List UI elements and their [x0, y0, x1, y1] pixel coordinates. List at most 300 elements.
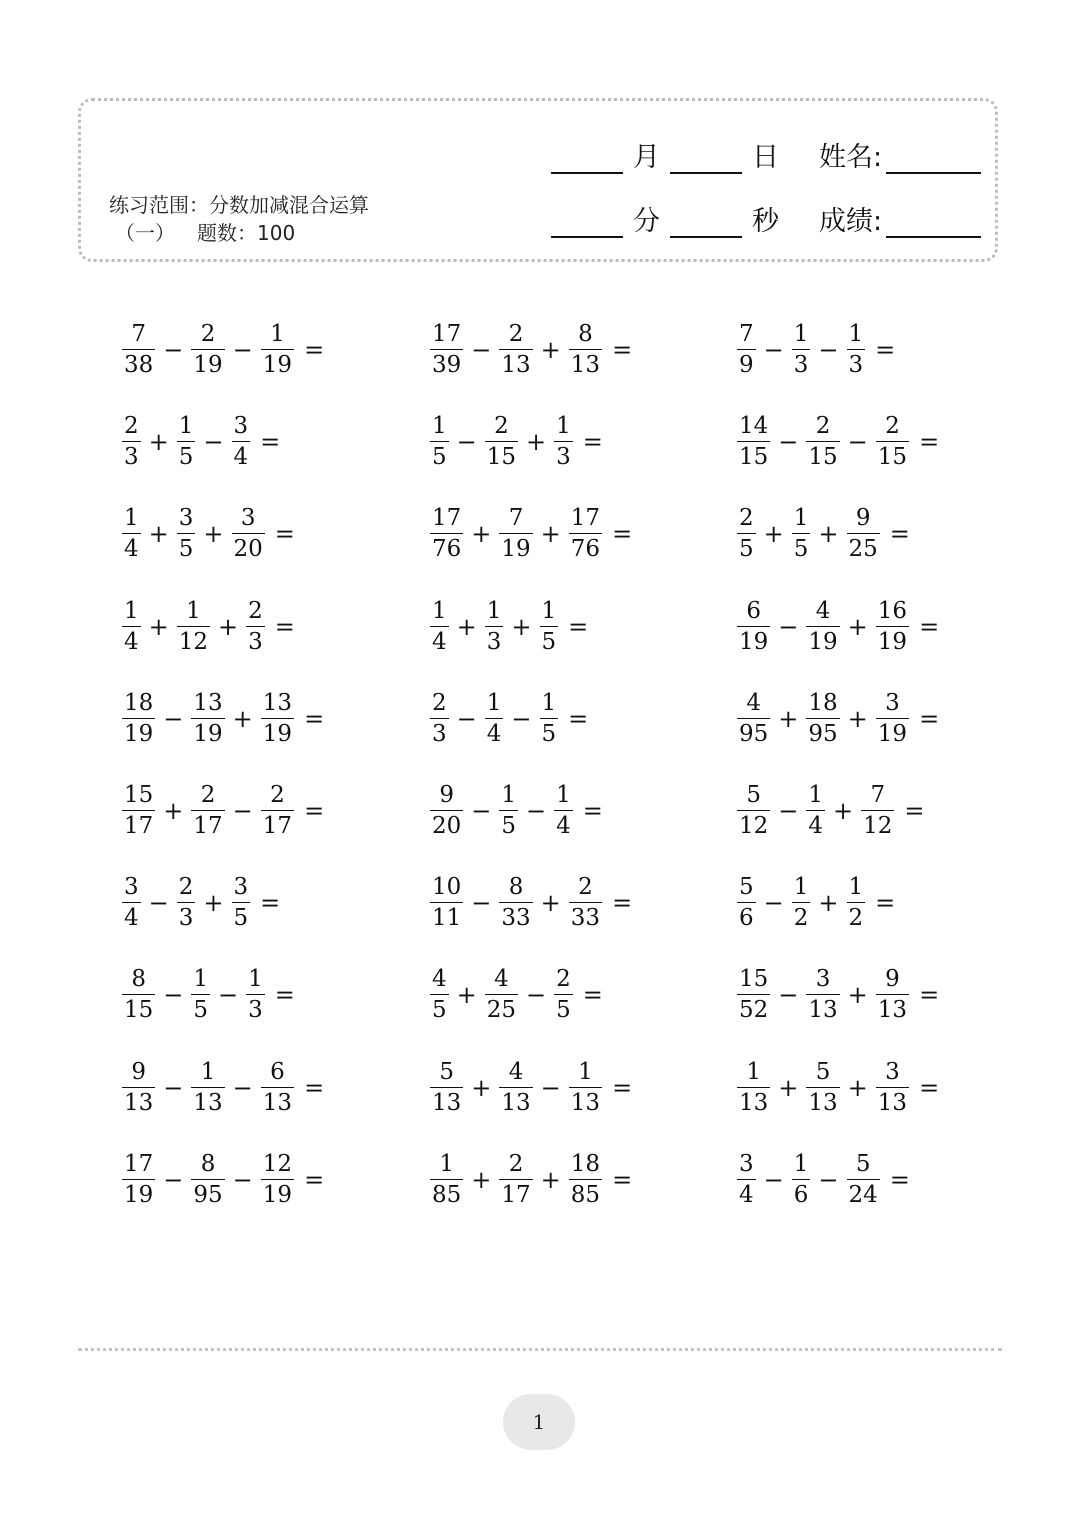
numerator: 17	[124, 1150, 154, 1177]
fraction	[259, 689, 296, 747]
fraction	[428, 1058, 465, 1116]
fraction	[567, 1150, 604, 1208]
numerator: 2	[556, 966, 571, 993]
numerator: 1	[193, 966, 209, 993]
equals-sign: =	[260, 428, 281, 457]
denominator: 25	[486, 997, 517, 1024]
plus-sign: +	[456, 612, 477, 641]
denominator: 17	[501, 1181, 531, 1208]
fraction	[189, 784, 226, 838]
numerator: 8	[200, 1150, 216, 1177]
equals-sign: =	[304, 704, 325, 733]
problem-9-2	[428, 1056, 632, 1120]
numerator: 3	[739, 1150, 754, 1177]
denominator: 3	[248, 628, 263, 655]
equals-sign: =	[274, 981, 295, 1010]
denominator: 85	[570, 1181, 601, 1208]
fraction	[874, 415, 911, 469]
numerator: 3	[233, 874, 249, 901]
numerator: 1	[556, 413, 571, 440]
equals-sign: =	[889, 520, 910, 549]
fraction	[804, 689, 841, 747]
equals-sign: =	[304, 336, 325, 364]
fraction	[428, 689, 451, 747]
minus-sign: −	[763, 336, 784, 364]
minus-sign: −	[778, 428, 799, 457]
numerator: 8	[508, 874, 524, 901]
denominator: 4	[486, 720, 502, 747]
numerator: 9	[439, 782, 454, 808]
equals-sign: =	[582, 797, 603, 825]
problem-10-1	[120, 1148, 324, 1212]
denominator: 4	[124, 628, 139, 655]
denominator: 76	[570, 536, 601, 563]
numerator: 5	[746, 782, 761, 808]
numerator: 3	[885, 1058, 900, 1085]
minus-sign: −	[818, 336, 839, 364]
fraction	[483, 597, 506, 655]
minute-label: 分	[633, 206, 660, 237]
denominator: 4	[124, 905, 139, 932]
second-blank[interactable]	[670, 206, 742, 238]
numerator: 5	[855, 1150, 871, 1177]
fraction	[845, 507, 882, 561]
denominator: 85	[432, 1181, 462, 1208]
problem-10-2	[428, 1148, 632, 1212]
equals-sign: =	[274, 520, 295, 549]
fraction	[428, 968, 451, 1022]
plus-sign: +	[148, 520, 169, 549]
equals-sign: =	[875, 336, 896, 364]
denominator: 15	[877, 444, 908, 471]
denominator: 19	[877, 628, 908, 655]
date-name-row	[551, 135, 981, 174]
problem-8-1	[120, 963, 295, 1027]
denominator: 15	[486, 444, 517, 471]
denominator: 13	[193, 1089, 223, 1116]
minus-sign: −	[232, 336, 253, 364]
day-blank[interactable]	[670, 142, 742, 174]
denominator: 19	[262, 1181, 293, 1208]
problem-4-3	[735, 595, 939, 659]
problem-6-1	[120, 779, 324, 843]
numerator: 5	[815, 1058, 831, 1085]
numerator: 13	[193, 689, 223, 716]
name-label: 姓名:	[819, 142, 883, 173]
denominator: 13	[808, 1089, 838, 1116]
denominator: 4	[124, 536, 139, 563]
denominator: 3	[248, 997, 263, 1024]
minus-sign: −	[232, 797, 253, 825]
equals-sign: =	[919, 1073, 940, 1102]
minus-sign: −	[456, 428, 477, 457]
equals-sign: =	[304, 1073, 325, 1102]
problem-9-3	[735, 1056, 939, 1120]
fraction	[244, 597, 267, 655]
problem-2-1	[120, 410, 280, 474]
plus-sign: +	[203, 520, 224, 549]
minus-sign: −	[847, 428, 868, 457]
plus-sign: +	[148, 612, 169, 641]
numerator: 4	[815, 597, 831, 624]
fraction	[845, 323, 868, 377]
fraction	[874, 597, 911, 655]
fraction	[567, 507, 604, 561]
denominator: 4	[556, 813, 571, 839]
fraction	[735, 968, 772, 1022]
equals-sign: =	[919, 612, 940, 641]
plus-sign: +	[232, 704, 253, 733]
fraction	[567, 876, 604, 930]
plus-sign: +	[540, 336, 561, 364]
denominator: 19	[124, 1181, 154, 1208]
problem-8-3	[735, 963, 939, 1027]
minus-sign: −	[471, 336, 492, 364]
fraction	[804, 784, 827, 838]
denominator: 19	[808, 628, 838, 655]
denominator: 5	[432, 444, 447, 471]
denominator: 3	[848, 352, 864, 378]
minus-sign: −	[526, 981, 547, 1010]
fraction	[259, 323, 296, 377]
numerator: 6	[746, 597, 761, 624]
plus-sign: +	[218, 612, 239, 641]
numerator: 4	[494, 966, 509, 993]
denominator: 3	[486, 628, 502, 655]
denominator: 12	[178, 628, 209, 655]
fraction	[552, 415, 575, 469]
denominator: 4	[808, 813, 824, 839]
denominator: 3	[556, 444, 571, 471]
plus-sign: +	[833, 797, 854, 825]
fraction	[175, 876, 198, 930]
numerator: 18	[124, 689, 154, 716]
numerator: 1	[793, 505, 809, 532]
plus-sign: +	[847, 1073, 868, 1102]
denominator: 33	[501, 905, 531, 932]
numerator: 1	[793, 874, 809, 901]
problem-2-3	[735, 410, 939, 474]
denominator: 52	[739, 997, 769, 1024]
fraction	[259, 1058, 296, 1116]
denominator: 95	[808, 720, 838, 747]
fraction	[175, 415, 198, 469]
denominator: 13	[808, 997, 838, 1024]
minus-sign: −	[163, 1165, 184, 1194]
equals-sign: =	[612, 1165, 633, 1194]
plus-sign: +	[471, 1073, 492, 1102]
fraction	[552, 968, 575, 1022]
denominator: 5	[556, 997, 571, 1024]
month-blank[interactable]	[551, 142, 623, 174]
problem-4-1	[120, 595, 295, 659]
numerator: 2	[432, 689, 447, 716]
equals-sign: =	[904, 797, 925, 825]
fraction	[497, 1058, 534, 1116]
numerator: 2	[508, 321, 524, 347]
denominator: 5	[178, 536, 194, 563]
denominator: 13	[877, 997, 908, 1024]
fraction	[567, 1058, 604, 1116]
fraction	[428, 415, 451, 469]
denominator: 25	[848, 536, 878, 563]
plus-sign: +	[456, 981, 477, 1010]
denominator: 5	[432, 997, 447, 1024]
denominator: 6	[739, 905, 754, 932]
numerator: 1	[248, 966, 263, 993]
fraction	[735, 689, 772, 747]
fraction	[567, 323, 604, 377]
equals-sign: =	[582, 428, 603, 457]
minus-sign: −	[511, 704, 532, 733]
score-blank[interactable]	[886, 206, 981, 238]
plus-sign: +	[471, 520, 492, 549]
fraction	[790, 1150, 813, 1208]
numerator: 3	[233, 413, 249, 440]
numerator: 3	[178, 505, 194, 532]
problem-1-2	[428, 318, 632, 382]
fraction	[259, 1150, 296, 1208]
denominator: 11	[432, 905, 462, 932]
denominator: 95	[193, 1181, 223, 1208]
minus-sign: −	[218, 981, 239, 1010]
minus-sign: −	[163, 981, 184, 1010]
denominator: 4	[739, 1181, 754, 1208]
numerator: 1	[848, 321, 864, 347]
fraction	[845, 876, 868, 930]
fraction	[428, 597, 451, 655]
fraction	[230, 415, 253, 469]
minus-sign: −	[203, 428, 224, 457]
numerator: 2	[248, 597, 263, 624]
fraction	[428, 507, 465, 561]
fraction	[120, 876, 143, 930]
problem-6-3	[735, 779, 925, 843]
fraction	[874, 1058, 911, 1116]
numerator: 1	[848, 874, 864, 901]
numerator: 1	[486, 597, 502, 624]
minus-sign: −	[818, 1165, 839, 1194]
practice-scope	[109, 191, 429, 247]
denominator: 17	[193, 813, 223, 839]
plus-sign: +	[847, 981, 868, 1010]
plus-sign: +	[778, 1073, 799, 1102]
denominator: 13	[262, 1089, 293, 1116]
minus-sign: −	[763, 1165, 784, 1194]
plus-sign: +	[847, 704, 868, 733]
numerator: 2	[578, 874, 593, 901]
fraction	[483, 968, 520, 1022]
fraction	[120, 784, 157, 838]
fraction	[120, 968, 157, 1022]
equals-sign: =	[612, 1073, 633, 1102]
fraction	[735, 1150, 758, 1208]
numerator: 13	[262, 689, 293, 716]
denominator: 76	[432, 536, 462, 563]
minus-sign: −	[778, 797, 799, 825]
numerator: 9	[855, 505, 871, 532]
denominator: 5	[193, 997, 209, 1024]
fraction	[790, 507, 813, 561]
numerator: 18	[808, 689, 838, 716]
numerator: 17	[432, 505, 462, 532]
minute-blank[interactable]	[551, 206, 623, 238]
fraction	[497, 507, 534, 561]
numerator: 7	[131, 321, 146, 347]
fraction	[244, 968, 267, 1022]
equals-sign: =	[889, 1165, 910, 1194]
numerator: 1	[486, 689, 502, 716]
fraction	[120, 689, 157, 747]
month-label: 月	[633, 142, 660, 173]
denominator: 12	[739, 813, 769, 839]
denominator: 19	[193, 352, 223, 378]
numerator: 1	[124, 505, 139, 532]
scope-part: （一）	[115, 221, 175, 245]
denominator: 12	[863, 813, 893, 839]
question-count: 题数：100	[197, 221, 296, 245]
fraction	[538, 689, 561, 747]
plus-sign: +	[526, 428, 547, 457]
problem-10-3	[735, 1148, 910, 1212]
fraction	[859, 784, 896, 838]
problem-7-2	[428, 871, 632, 935]
fraction	[804, 1058, 841, 1116]
numerator: 1	[432, 597, 447, 624]
numerator: 3	[124, 874, 139, 901]
denominator: 4	[432, 628, 447, 655]
denominator: 2	[793, 905, 809, 932]
denominator: 19	[739, 628, 769, 655]
denominator: 5	[501, 813, 517, 839]
minus-sign: −	[526, 797, 547, 825]
time-score-row	[551, 199, 981, 238]
fraction	[735, 1058, 772, 1116]
denominator: 13	[124, 1089, 154, 1116]
numerator: 2	[200, 321, 216, 347]
problem-4-2	[428, 595, 588, 659]
numerator: 17	[570, 505, 601, 532]
fraction	[735, 597, 772, 655]
fraction	[804, 968, 841, 1022]
numerator: 1	[270, 321, 285, 347]
minus-sign: −	[456, 704, 477, 733]
fraction	[845, 1150, 882, 1208]
name-blank[interactable]	[886, 142, 981, 174]
fraction	[497, 784, 520, 838]
minus-sign: −	[163, 1073, 184, 1102]
numerator: 2	[178, 874, 194, 901]
fraction	[189, 689, 226, 747]
minus-sign: −	[540, 1073, 561, 1102]
numerator: 1	[746, 1058, 761, 1085]
denominator: 5	[541, 628, 557, 655]
fraction	[735, 323, 758, 377]
denominator: 17	[262, 813, 293, 839]
fraction	[120, 597, 143, 655]
plus-sign: +	[818, 520, 839, 549]
fraction	[120, 415, 143, 469]
numerator: 9	[131, 1058, 146, 1085]
fraction	[120, 323, 157, 377]
equals-sign: =	[568, 612, 589, 641]
problem-7-1	[120, 871, 280, 935]
scope-title: 练习范围：分数加减混合运算	[109, 193, 369, 217]
minus-sign: −	[778, 612, 799, 641]
numerator: 1	[808, 782, 824, 808]
numerator: 1	[578, 1058, 593, 1085]
problem-7-3	[735, 871, 895, 935]
fraction	[497, 876, 534, 930]
fraction	[790, 876, 813, 930]
denominator: 13	[501, 352, 531, 378]
fraction	[428, 784, 465, 838]
denominator: 13	[501, 1089, 531, 1116]
denominator: 5	[541, 720, 557, 747]
equals-sign: =	[919, 981, 940, 1010]
fraction	[735, 415, 772, 469]
equals-sign: =	[919, 704, 940, 733]
minus-sign: −	[763, 889, 784, 918]
equals-sign: =	[260, 889, 281, 918]
fraction	[538, 597, 561, 655]
fraction	[189, 968, 212, 1022]
denominator: 2	[848, 905, 864, 932]
numerator: 6	[270, 1058, 285, 1085]
fraction	[804, 415, 841, 469]
plus-sign: +	[540, 889, 561, 918]
fraction	[120, 507, 143, 561]
numerator: 2	[494, 413, 509, 440]
fraction	[735, 876, 758, 930]
denominator: 95	[739, 720, 769, 747]
numerator: 4	[746, 689, 761, 716]
numerator: 12	[262, 1150, 293, 1177]
plus-sign: +	[818, 889, 839, 918]
equals-sign: =	[568, 704, 589, 733]
problem-5-3	[735, 687, 939, 751]
denominator: 33	[570, 905, 601, 932]
problem-6-2	[428, 779, 603, 843]
denominator: 13	[432, 1089, 462, 1116]
numerator: 1	[501, 782, 517, 808]
denominator: 5	[739, 536, 754, 563]
denominator: 13	[877, 1089, 908, 1116]
numerator: 1	[793, 321, 809, 347]
equals-sign: =	[304, 797, 325, 825]
fraction	[428, 876, 465, 930]
denominator: 19	[501, 536, 531, 563]
numerator: 1	[200, 1058, 216, 1085]
numerator: 17	[432, 321, 462, 347]
numerator: 7	[508, 505, 524, 532]
numerator: 15	[124, 782, 154, 808]
problem-3-2	[428, 502, 632, 566]
denominator: 5	[233, 905, 249, 932]
numerator: 2	[270, 782, 285, 808]
denominator: 3	[178, 905, 194, 932]
fraction	[230, 507, 267, 561]
minus-sign: −	[232, 1165, 253, 1194]
numerator: 3	[885, 689, 900, 716]
plus-sign: +	[471, 1165, 492, 1194]
denominator: 39	[432, 352, 462, 378]
numerator: 15	[739, 966, 769, 993]
fraction	[483, 415, 520, 469]
fraction	[189, 1058, 226, 1116]
numerator: 14	[739, 413, 769, 440]
numerator: 1	[541, 597, 557, 624]
